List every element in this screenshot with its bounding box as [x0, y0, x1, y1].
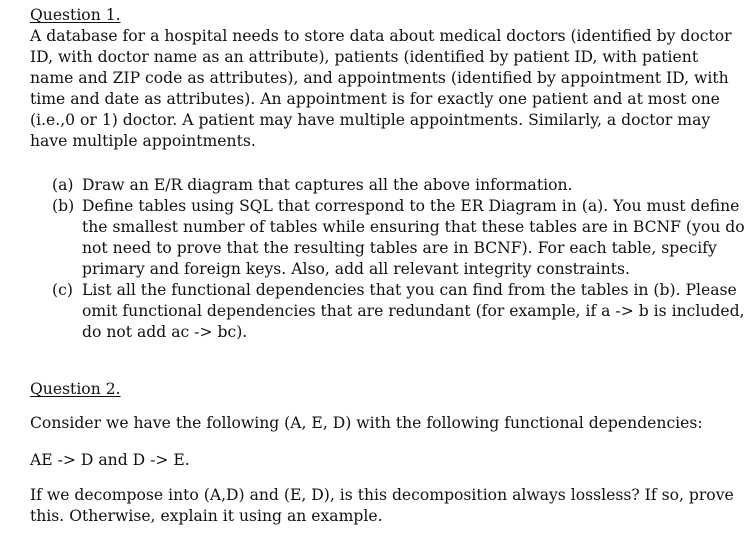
question-1-heading: Question 1. — [30, 6, 121, 24]
question-2-heading: Question 2. — [30, 380, 121, 398]
question-2-intro: Consider we have the following (A, E, D) with the following functional dependencies: — [30, 414, 703, 432]
subpart-c — [30, 280, 745, 343]
subpart-a — [30, 175, 745, 196]
subpart-c-label: (c) — [52, 281, 73, 299]
question-2-dependencies: AE -> D and D -> E. — [30, 451, 190, 469]
subpart-b-label: (b) — [52, 197, 75, 215]
subpart-b-text: Define tables using SQL that correspond to the ER Diagram in (a). You must define the smallest number of tables while ensuring that these tables are in BCNF (you do not need to prove that the resulting tables are in BCNF). For each table, specify primary and foreign keys. Also, add all relevant integrity constraints. — [82, 197, 745, 278]
subpart-b — [30, 196, 745, 280]
subpart-a-text: Draw an E/R diagram that captures all the above information. — [82, 176, 573, 194]
subpart-a-label: (a) — [52, 176, 74, 194]
question-2-task: If we decompose into (A,D) and (E, D), is this decomposition always lossless? If so, prove this. Otherwise, explain it using an example. — [30, 486, 734, 525]
subpart-c-text: List all the functional dependencies that you can find from the tables in (b). Please omit functional dependencies that are redundant (for example, if a -> b is included, do not add ac -> bc). — [82, 281, 745, 341]
question-1-section — [30, 5, 745, 152]
question-1-subparts — [30, 175, 745, 343]
question-1-intro: A database for a hospital needs to store data about medical doctors (identified by doctor ID, with doctor name as an attribute), patients (identified by patient ID, with patient name and ZIP code as attributes), and appointments (identified by appointment ID, with time and date as attributes). An appointment is for exactly one patient and at most one (i.e.,0 or 1) doctor. A patient may have multiple appointments. Similarly, a doctor may have multiple appointments. — [30, 27, 732, 150]
